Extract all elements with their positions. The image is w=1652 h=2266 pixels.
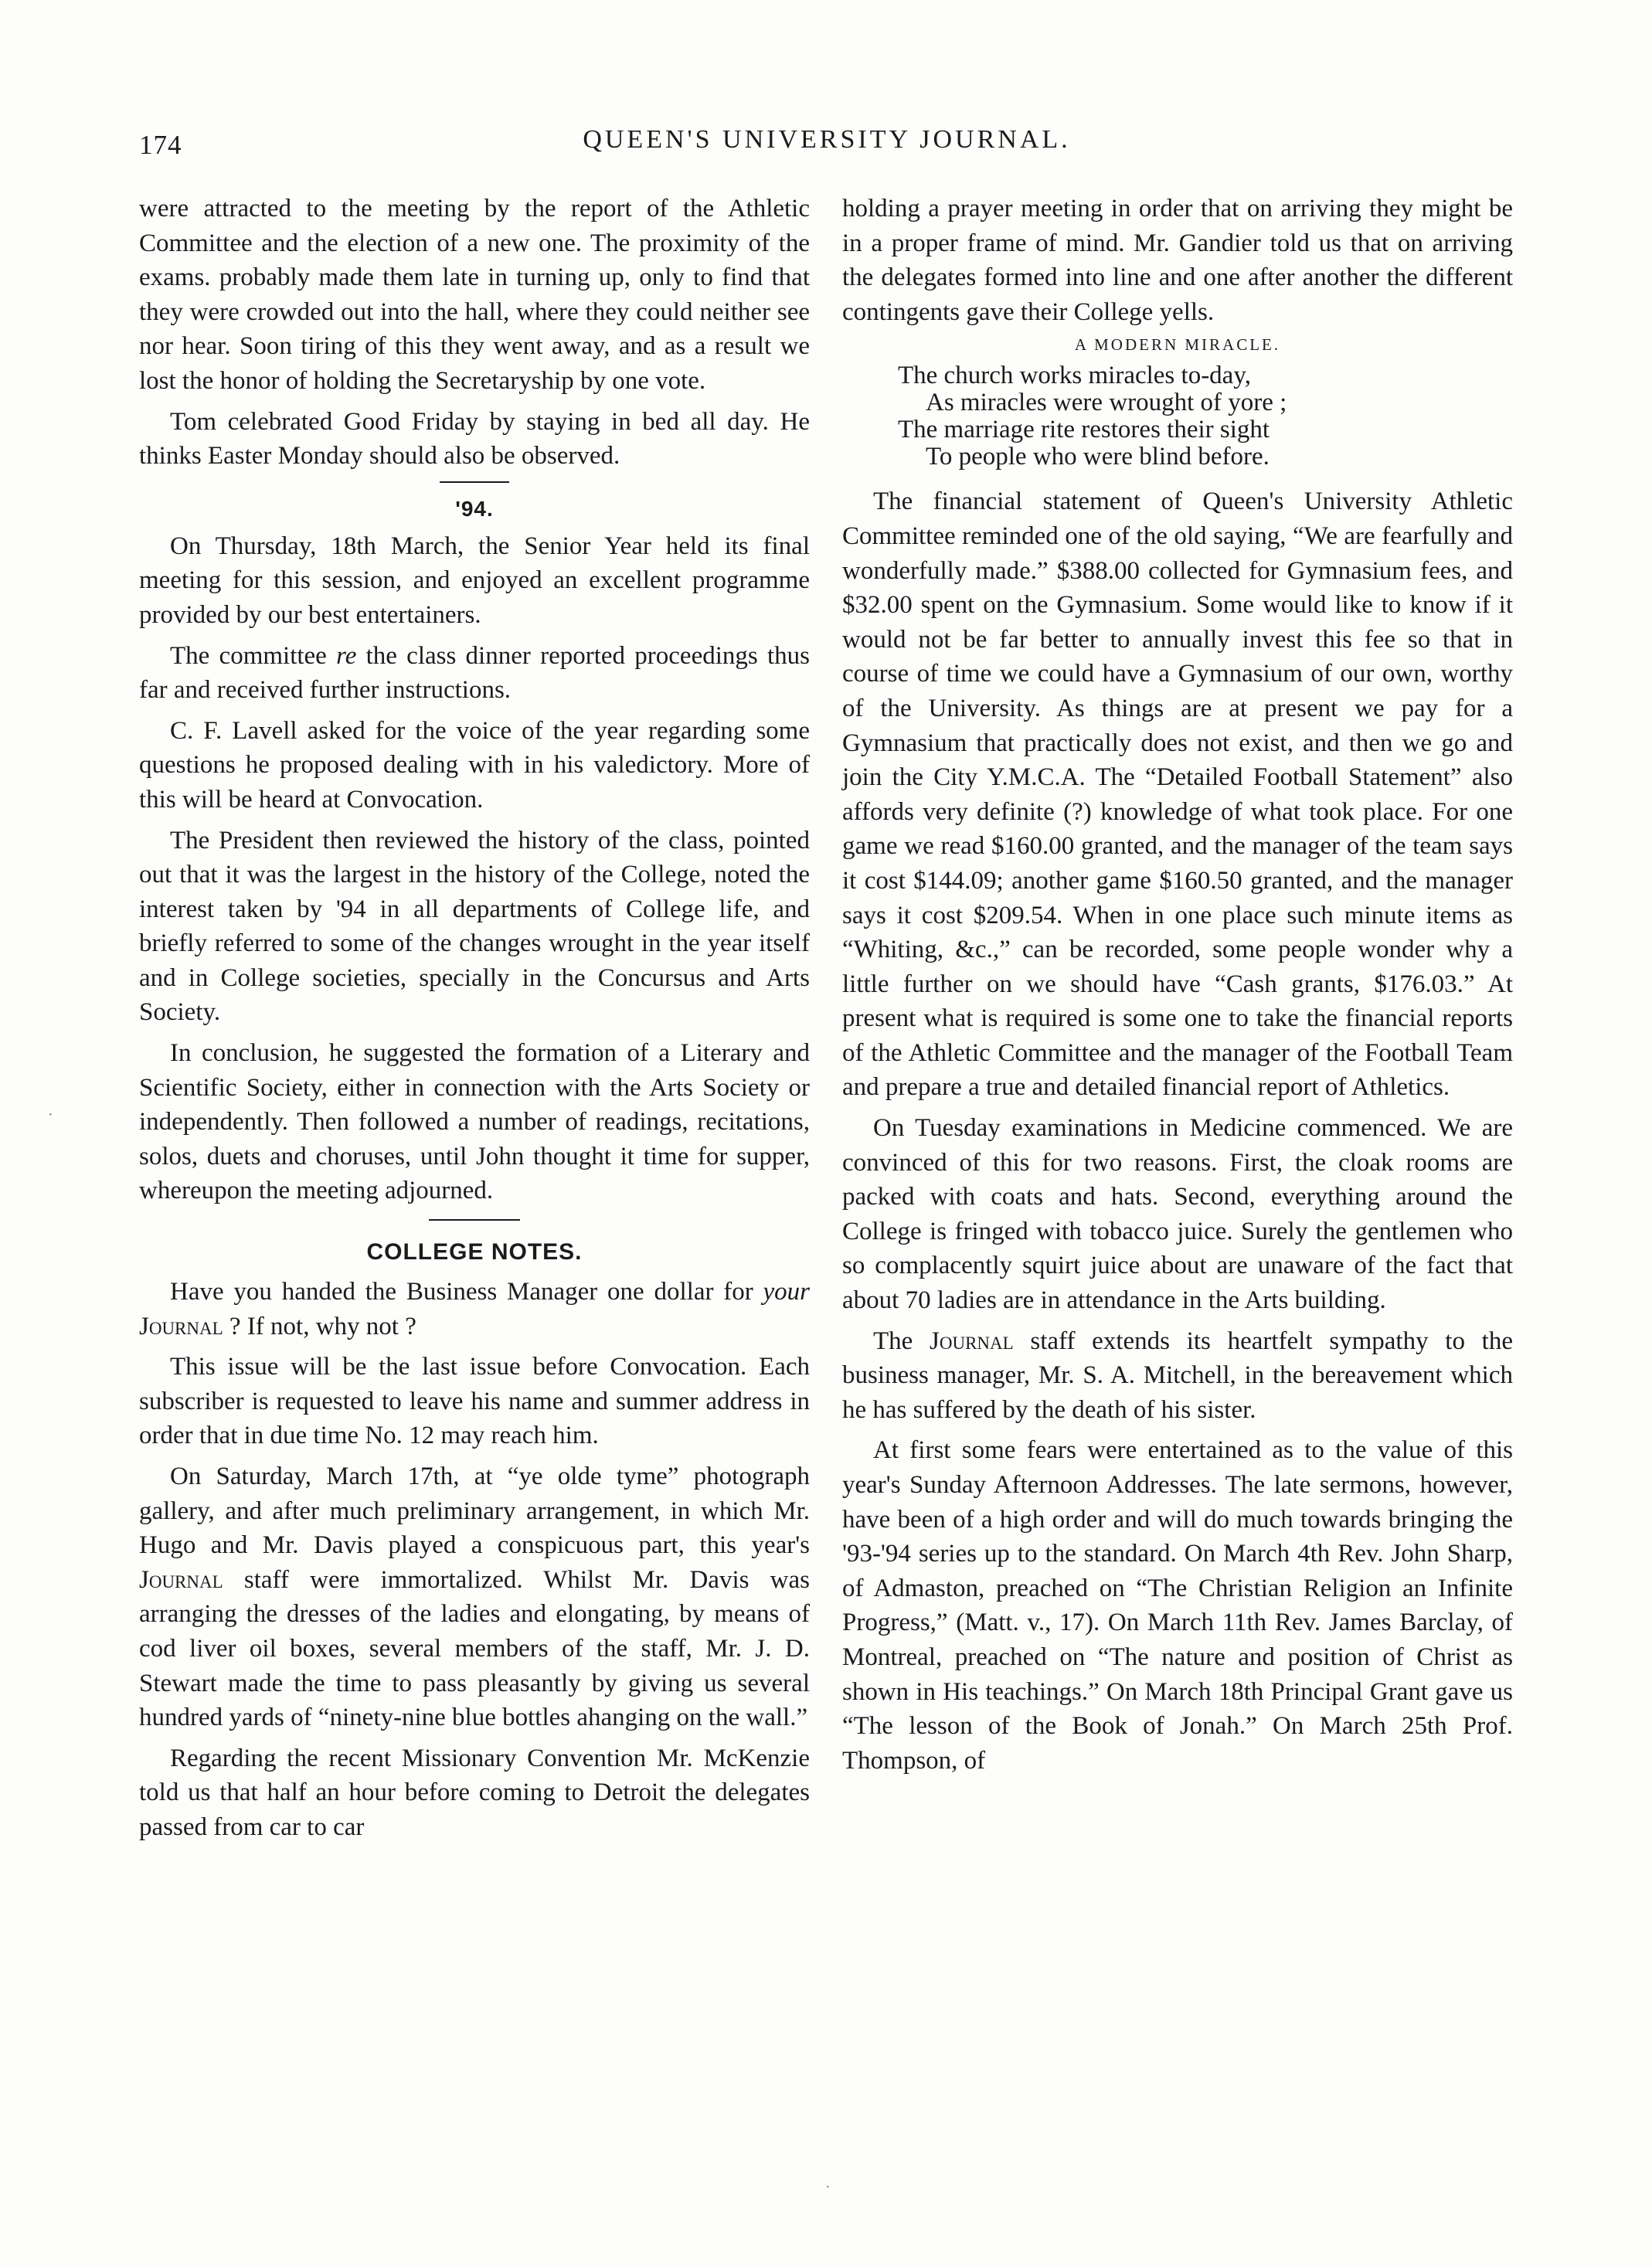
paragraph: Tom celebrated Good Friday by staying in bed all day. He thinks Easter Monday should also be observed. — [139, 407, 810, 471]
text-run: staff extends its heartfelt sympathy to the business manager, Mr. S. A. Mitchell, in the bereavement which he has suffered by the death of his sister. — [842, 1327, 1513, 1424]
section-heading-college-notes: COLLEGE NOTES. — [366, 1239, 583, 1265]
journal-name: Journal — [930, 1327, 1014, 1355]
paragraph: The financial statement of Queen's University Athletic Committee reminded one of the old saying, “We are fearfully and wonderfully made.” $388.00 collected for Gymnasium fees, and $32.00 spent on the Gymnasium. Some would like to know if it would not be far better to annually invest this fee so that in course of time we could have a Gymnasium of our own, worthy of the University. As things are at present we pay for a Gymnasium that practically does not exist, and then we go and join the City Y.M.C.A. The “Detailed Football Statement” also affords very definite (?) knowledge of what took place. For one game we read $160.00 granted, and the manager of the team says it cost $144.09; another game $160.50 granted, and the manager says it cost $209.54. When in one place such minute items as “Whiting, &c.,” can be recorded, some people wonder why a little further on we should have “Cash grants, $176.03.” At present what is required is some one to take the financial reports of the Athletic Committee and the manager of the Football Team and prepare a true and detailed financial report of Athletics. — [842, 488, 1513, 1102]
paragraph: In conclusion, he suggested the formation of a Literary and Scientific Society, either in connection with the Arts Society or independently. Then followed a number of readings, recitations, solos, duets and choruses, until John thought it time for supper, whereupon the meeting adjourned. — [139, 1039, 810, 1205]
text-run: staff were immortalized. Whilst Mr. Davis was arranging the dresses of the ladies and elongating, by means of cod liver oil boxes, several members of the staff, Mr. J. D. Stewart made the time to pass pleasantly by giving us several hundred yards of “ninety-nine blue bottles ahanging on the wall.” — [139, 1565, 810, 1732]
paragraph: C. F. Lavell asked for the voice of the year regarding some questions he proposed dealing with in his valedictory. More of this will be heard at Convocation. — [139, 716, 810, 814]
paragraph — [139, 1459, 810, 1735]
poem-title: A MODERN MIRACLE. — [1074, 335, 1281, 355]
paragraph — [139, 639, 810, 708]
text-run: ? If not, why not ? — [229, 1312, 416, 1340]
journal-name: Journal — [139, 1312, 223, 1340]
text-run: Have you handed the Business Manager one dollar for — [170, 1278, 763, 1306]
margin-speck: · — [48, 1106, 53, 1123]
italic-text: your — [763, 1278, 810, 1306]
paragraph: The President then reviewed the history of the class, pointed out that it was the largest in the history of the College, noted the interest taken by '94 in all departments of College life, and briefly referred to some of the changes wrought in the year itself and in College societies, specially in the Concursus and Arts Society. — [139, 826, 810, 1027]
poem-line: As miracles were wrought of yore ; — [926, 389, 1287, 417]
paragraph: were attracted to the meeting by the report of the Athletic Committee and the election of a new one. The proximity of the exams. probably made them late in turning up, only to find that they were crowded out into the hall, where they could neither see nor hear. Soon tiring of this they went away, and as a result we lost the honor of holding the Secretaryship by one vote. — [139, 195, 810, 395]
text-run: The — [873, 1327, 930, 1355]
margin-speck: · — [825, 2179, 831, 2196]
paragraph: On Tuesday examinations in Medicine commenced. We are convinced of this for two reasons. First, the cloak rooms are packed with coats and hats. Second, everything around the College is fringed with tobacco juice. Surely the gentlemen who so complacently squirt juice about are unaware of the fact that about 70 ladies are in attendance in the Arts building. — [842, 1114, 1513, 1315]
text-run: On Saturday, March 17th, at “ye olde tyme” photograph gallery, and after much preliminary arrangement, in which Mr. Hugo and Mr. Davis played a conspicuous part, this year's — [139, 1463, 810, 1560]
paragraph: holding a prayer meeting in order that on arriving they might be in a proper frame of mind. Mr. Gandier told us that on arriving the delegates formed into line and one after another the different contingents gave their College yells. — [842, 195, 1513, 326]
poem — [898, 362, 1513, 471]
right-column — [842, 192, 1513, 1784]
section-divider — [429, 1219, 520, 1221]
section-divider — [440, 481, 509, 483]
text-run: the class dinner reported proceedings thus far and received further instructions. — [139, 641, 810, 705]
paragraph: This issue will be the last issue before Convocation. Each subscriber is requested to leave his name and summer address in order that in due time No. 12 may reach him. — [139, 1353, 810, 1450]
poem-line: The church works miracles to-day, — [898, 362, 1251, 390]
paragraph: Regarding the recent Missionary Convention Mr. McKenzie told us that half an hour before coming to Detroit the delegates passed from car to car — [139, 1744, 810, 1841]
journal-name: Journal — [139, 1565, 223, 1594]
paragraph — [139, 1275, 810, 1344]
left-column — [139, 192, 810, 1851]
text-run: The committee — [170, 641, 337, 670]
paragraph — [842, 1324, 1513, 1428]
section-heading-94: '94. — [455, 496, 494, 521]
paragraph: At first some fears were entertained as to the value of this year's Sunday Afternoon Addresses. The late sermons, however, have been of a high order and will do much towards bringing the '93-'94 series up to the standard. On March 4th Rev. John Sharp, of Admaston, preached on “The Christian Religion an Infinite Progress,” (Matt. v., 17). On March 11th Rev. James Barclay, of Montreal, preached on “The nature and position of Christ as shown in His teachings.” On March 18th Principal Grant gave us “The lesson of the Book of Jonah.” On March 25th Prof. Thompson, of — [842, 1436, 1513, 1775]
running-head: QUEEN'S UNIVERSITY JOURNAL. — [583, 125, 1071, 154]
poem-line: To people who were blind before. — [926, 443, 1270, 471]
poem-line: The marriage rite restores their sight — [898, 416, 1270, 444]
italic-text: re — [336, 641, 357, 670]
page-number: 174 — [139, 130, 182, 160]
paragraph: On Thursday, 18th March, the Senior Year held its final meeting for this session, and enjoyed an excellent programme provided by our best entertainers. — [139, 532, 810, 629]
